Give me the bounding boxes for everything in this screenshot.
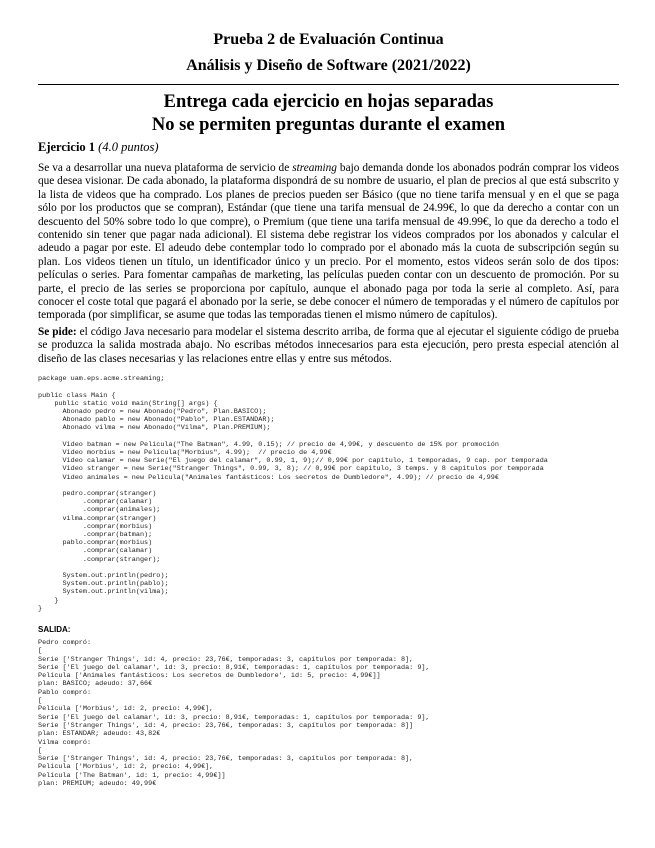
exercise-points: (4.0 puntos) <box>98 140 159 154</box>
notice-line-1: Entrega cada ejercicio en hojas separadas <box>163 92 494 112</box>
task-label: Se pide: <box>38 325 77 338</box>
exercise-heading <box>38 140 619 155</box>
expected-output: Pedro compró: [ Serie ['Stranger Things', id: 4, precio: 23,76€, temporadas: 3, capítulos por temporada: 8], Serie ['El juego del calamar', id: 3, precio: 8,91€, temporadas: 1, capítulos por temporada: 9], Película ['Animales fantásticos: Los secretos de Dumbledore', id: 5, precio: 4,99€]] plan: BASICO; adeudo: 37,66€ Pablo compró: [ Película ['Morbius', id: 2, precio: 4,99€], Serie ['El juego del calamar', id: 3, precio: 8,91€, temporadas: 1, capítulos por temporada: 9], Serie ['Stranger Things', id: 4, precio: 23,76€, temporadas: 3, capítulos por temporada: 8]] plan: ESTANDAR; adeudo: 43,82€ Vilma compró: [ Serie ['Stranger Things', id: 4, precio: 23,76€, temporadas: 3, capítulos por temporada: 8], Película ['Morbius', id: 2, precio: 4,99€], Película ['The Batman', id: 1, precio: 4,99€]] plan: PREMIUM; adeudo: 49,99€ <box>38 638 430 789</box>
notice-line-2: No se permiten preguntas durante el examen <box>151 115 506 135</box>
java-test-code: package uam.eps.acme.streaming; public class Main { public static void main(String[] args) { Abonado pedro = new Abonado("Pedro", Plan.BASICO); Abonado pablo = new Abonado("Pablo", Plan.ESTANDAR); Abonado vilma = new Abonado("Vilma", Plan.PREMIUM); Video batman = new Pelicula("The Batman", 4.99, 0.15); // precio de 4,99€, y descuento de 15% por promoción Video morbius = new Pelicula("Morbius", 4.99); // precio de 4,99€ Video calamar = new Serie("El juego del calamar", 0.99, 1, 9);// 0,99€ por capitulo, 1 temporadas, 9 cap. por temporada Video stranger = new Serie("Stranger Things", 0.99, 3, 8); // 0,99€ por capitulo, 3 temps. y 8 capitulos por temporada Video animales = new Pelicula("Animales fantásticos: Los secretos de Dumbledore", 4.99); // precio de 4,99€ pedro.comprar(stranger) .comprar(calamar) .comprar(animales); vilma.comprar(stranger) .comprar(morbius) .comprar(batman); pablo.comprar(morbius) .comprar(calamar) .comprar(stranger); System.out.println(pedro); System.out.println(pablo); System.out.println(vilma); } } <box>38 375 548 613</box>
exam-title: Prueba 2 de Evaluación Continua <box>213 31 444 48</box>
statement-emphasis: streaming <box>292 162 337 174</box>
output-label: SALIDA: <box>38 624 71 634</box>
task-text: el código Java necesario para modelar el sistema descrito arriba, de forma que al ejecutar el siguiente código de prueba se produzca la salida mostrada abajo. No escribas métodos innecesarios para esta ejecución, pero presta especial atención al diseño de las clases necesarias y las relaciones entre ellas y entre sus métodos. <box>38 325 619 365</box>
exercise-task <box>38 326 619 366</box>
exercise-label: Ejercicio 1 <box>38 140 96 154</box>
header-divider <box>38 84 619 85</box>
statement-text-start: Se va a desarrollar una nueva plataforma de servicio de <box>38 162 293 174</box>
statement-text-rest: bajo demanda donde los abonados podrán comprar los videos que desea visionar. De cada abonado, la plataforma dispondrá de su nombre de usuario, el plan de precios al que está subscrito y la lista de videos que ha comprado. Los planes de precios pueden ser Básico (que no tiene tarifa mensual y en el que se paga sólo por los productos que se compran), Estándar (que tiene una tarifa mensual de 24.99€, lo que da derecho a contar con un descuento del 50% sobre todo lo que compre), o Premium (que tiene una tarifa mensual de 49.99€, lo que da derecho a todo el contenido sin tener que pagar nada adicional). El sistema debe registrar los videos comprados por los abonados y calcular el adeudo a pagar por este. El adeudo debe contemplar todo lo comprado por el abonado más la cuota de subscripción según su plan. Los videos tienen un título, un identificador único y un precio. Por el momento, estos videos serán solo de dos tipos: películas o series. Para fomentar campañas de marketing, las películas pueden contar con un descuento de promoción. Por su parte, el precio de las series se proporciona por capítulo, aunque el abonado paga por toda la serie al completo. Así, para conocer el coste total que pagará el abonado por la serie, se debe conocer el número de temporadas y el número de capítulos por temporada (por simplificar, se asume que todas las temporadas tienen el mismo número de capítulos). <box>38 162 619 322</box>
course-title: Análisis y Diseño de Software (2021/2022) <box>186 57 471 74</box>
exercise-statement <box>38 162 619 323</box>
